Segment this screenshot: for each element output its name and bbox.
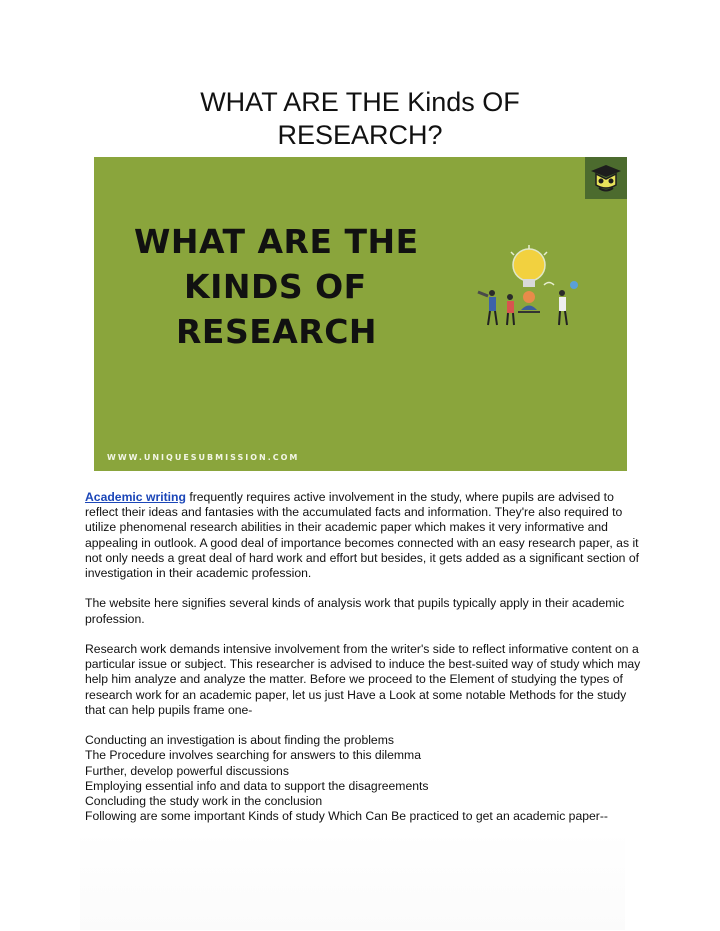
intro-paragraph-text: frequently requires active involvement in the study, where pupils are advised to reflect their ideas and fantasies with the accumulated facts and information. They're also required to utilize phenomenal research abilities in their academic paper which makes it very informative and appealing in outlook. A good deal of importance becomes connected with an easy research paper, as it not only needs a great deal of hard work and effort but besides, it gets added as a significant section of investigation in their academic profession. xyxy=(85,490,639,581)
banner-heading-line-3: RESEARCH xyxy=(176,312,378,351)
research-team-illustration xyxy=(474,245,584,335)
list-item: The Procedure involves searching for answers to this dilemma xyxy=(85,748,421,763)
banner-heading-line-1: WHAT ARE THE xyxy=(134,222,419,261)
page-footer-shade xyxy=(80,830,625,930)
brand-logo-icon xyxy=(585,157,627,199)
paragraph-3: Research work demands intensive involvement from the writer's side to reflect informative content on a particular issue or subject. This researcher is advised to induce the best-suited way of study which may help him analyze and analyze the matter. Before we proceed to the Element of studying the types of research work for an academic paper, let us just Have a Look at some notable Methods for the study that can help pupils frame one- xyxy=(85,642,641,717)
paragraph-2: The website here signifies several kinds of analysis work that pupils typically apply in their academic profession. xyxy=(85,596,625,626)
page-title-line-1: WHAT ARE THE Kinds OF xyxy=(200,87,520,117)
list-item: Following are some important Kinds of study Which Can Be practiced to get an academic paper-- xyxy=(85,809,608,824)
page-title xyxy=(0,86,720,152)
list-item: Employing essential info and data to support the disagreements xyxy=(85,778,429,793)
intro-paragraph xyxy=(85,490,641,581)
banner-website-url: WWW.UNIQUESUBMISSION.COM xyxy=(107,453,300,462)
banner-heading xyxy=(134,219,454,354)
hero-banner-image xyxy=(94,157,627,471)
list-item: Further, develop powerful discussions xyxy=(85,763,289,778)
list-item: Conducting an investigation is about finding the problems xyxy=(85,733,394,748)
banner-heading-line-2: KINDS OF xyxy=(184,267,367,306)
page-title-line-2: RESEARCH? xyxy=(277,120,443,150)
list-item: Concluding the study work in the conclusion xyxy=(85,794,323,809)
article-body xyxy=(85,490,641,824)
research-steps-list xyxy=(85,733,641,824)
academic-writing-link[interactable]: Academic writing xyxy=(85,490,186,504)
